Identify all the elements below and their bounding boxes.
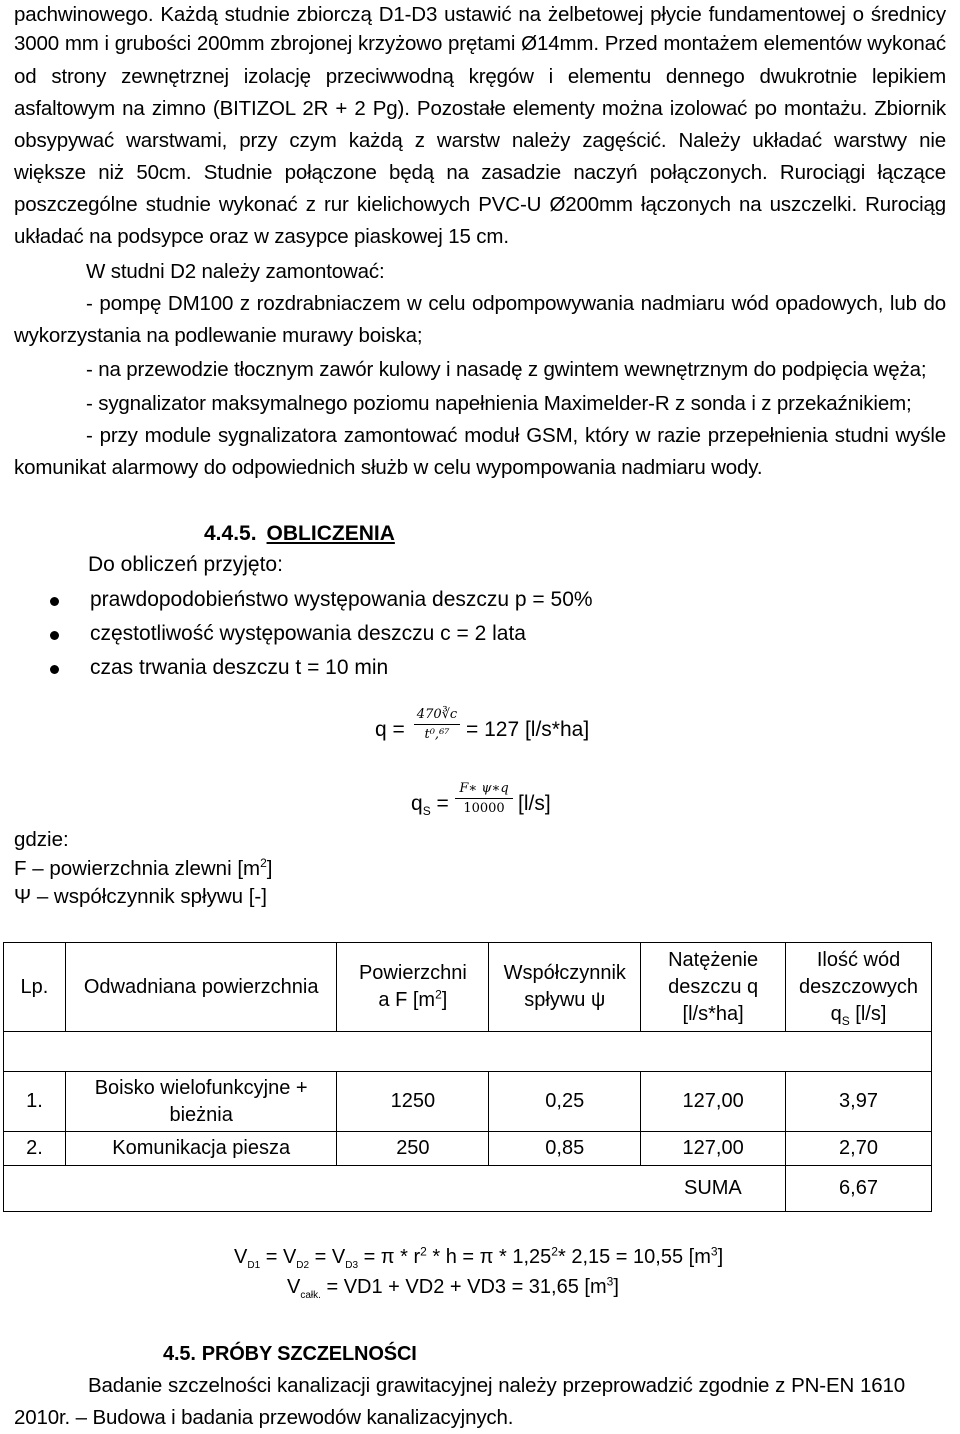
volume-total-formula: $V_{całk.} = VD1 + VD2 + VD3 = 31,65$ $[m^3]$: [287, 1274, 619, 1301]
text-line: pachwinowego. Każdą studnie zbiorczą D1-D3 ustawić na żelbetowej płycie fundamentowej o średnicy: [14, 3, 946, 26]
d2-item-pump: - pompę DM100 z rozdrabniaczem w celu odpompowywania nadmiaru wód opadowych, lub do: [86, 292, 946, 315]
text-line: obsypywać warstwami, przy czym każdą z warstw należy zagęścić. Należy układać warstwy nie: [14, 129, 946, 152]
cell-name: Boisko wielofunkcyjne + bieżnia: [65, 1072, 337, 1132]
formula-qs-rhs: [l/s]: [518, 792, 551, 815]
formula-q-rhs: = 127 [l/s*ha]: [466, 718, 590, 741]
header-lp: Lp.: [4, 943, 66, 1032]
section-heading-leak-tests: [163, 1339, 946, 1369]
legend-where: gdzie:: [14, 828, 69, 851]
section-heading-calculations: [204, 519, 395, 549]
text-line: asfaltowym na zimno (BITIZOL 2R + 2 Pg). Pozostałe elementy można izolować po montażu. Zbiornik: [14, 97, 946, 120]
cell-lp: 1.: [4, 1072, 66, 1132]
legend-psi: Ψ – współczynnik spływu [-]: [14, 885, 267, 908]
cell-lp: 2.: [4, 1132, 66, 1166]
table-empty-row: [4, 1032, 932, 1072]
d2-intro: W studni D2 należy zamontować:: [86, 260, 385, 283]
d2-item-valve: - na przewodzie tłocznym zawór kulowy i nasadę z gwintem wewnętrznym do podpięcia węża;: [86, 358, 927, 381]
table-header-row: [4, 943, 932, 1032]
text-line: większe niż 50cm. Studnie połączone będą na zasadzie naczyń połączonych. Rurociągi łączące: [14, 161, 946, 184]
section-title: OBLICZENIA: [266, 522, 395, 545]
formula-qs-denominator: 10000: [463, 801, 505, 816]
d2-item-pump-cont: wykorzystania na podlewanie murawy boiska;: [14, 324, 423, 347]
cell-intensity: 127,00: [641, 1132, 786, 1166]
text-line: poszczególne studnie wykonać z rur kielichowych PVC-U Ø200mm łączonych na uszczelki. Rurociąg: [14, 193, 946, 216]
assumption-duration: czas trwania deszczu t = 10 min: [90, 656, 389, 679]
cell-coefficient: 0,25: [489, 1072, 641, 1132]
legend-f: F – powierzchnia zlewni $[m^2]$: [14, 856, 273, 880]
cell-quantity: 3,97: [786, 1072, 932, 1132]
d2-item-gsm: - przy module sygnalizatora zamontować moduł GSM, który w razie przepełnienia studni wyśle: [86, 424, 946, 447]
empty-cell: [4, 1032, 932, 1072]
cell-name: Komunikacja piesza: [65, 1132, 337, 1166]
text-line: od strony zewnętrznej izolację przeciwwodną kręgów i elementu dennego dwukrotnie lepikiem: [14, 65, 946, 88]
text-line: układać na podsypce oraz w zasypce piaskowej 15 cm.: [14, 225, 509, 248]
d2-item-gsm-cont: komunikat alarmowy do odpowiednich służb w celu wypompowania nadmiaru wody.: [14, 456, 763, 479]
formula-q-lhs: q =: [375, 718, 405, 741]
table-sum-row: [4, 1166, 932, 1212]
cell-surface: 1250: [337, 1072, 489, 1132]
table-row: [4, 1072, 932, 1132]
header-area: Odwadniana powierzchnia: [65, 943, 337, 1032]
assumption-probability: prawdopodobieństwo występowania deszczu p = 50%: [90, 588, 593, 611]
cell-quantity: 2,70: [786, 1132, 932, 1166]
section-title: PRÓBY SZCZELNOŚCI: [201, 1343, 417, 1365]
formula-qs-lhs: $q_S$ =: [411, 792, 449, 819]
header-surface: Powierzchni a F $[m^2]$: [337, 943, 489, 1032]
formula-q-numerator: 470∛c: [416, 707, 458, 722]
sum-label: SUMA: [641, 1166, 786, 1212]
sum-value: 6,67: [786, 1166, 932, 1212]
text-line: 3000 mm i grubości 200mm zbrojonej krzyżowo prętami Ø14mm. Przed montażem elementów wykonać: [14, 32, 946, 55]
leak-test-text: Badanie szczelności kanalizacji grawitacyjnej należy przeprowadzić zgodnie z PN-EN 1610: [88, 1374, 905, 1397]
formula-q-denominator: t⁰,⁶⁷: [424, 727, 450, 742]
header-coefficient: Współczynnik spływu ψ: [489, 943, 641, 1032]
bullet-dot: [50, 597, 59, 606]
cell-coefficient: 0,85: [489, 1132, 641, 1166]
header-quantity: Ilość wód deszczowych $q_S$ [l/s]: [786, 943, 932, 1032]
sum-spacer: [4, 1166, 641, 1212]
assumption-frequency: częstotliwość występowania deszczu c = 2 lata: [90, 622, 526, 645]
formula-qs-fraction: [455, 781, 513, 816]
formula-q-fraction: [414, 707, 460, 742]
volume-formula: $V_{D1} = V_{D2} = V_{D3} = \pi * r^2 * h = \pi * 1,25^2*$ 2,15 = 10,55 $[m^3]$: [234, 1244, 724, 1271]
section-number: 4.5.: [163, 1343, 196, 1365]
leak-test-text-cont: 2010r. – Budowa i badania przewodów kanalizacyjnych.: [14, 1406, 514, 1429]
calculation-table: [3, 942, 932, 1212]
cell-surface: 250: [337, 1132, 489, 1166]
bullet-dot: [50, 665, 59, 674]
d2-item-signaler: - sygnalizator maksymalnego poziomu napełnienia Maximelder-R z sonda i z przekaźnikiem;: [86, 392, 912, 415]
section-number: 4.4.5.: [204, 522, 257, 545]
table-row: [4, 1132, 932, 1166]
cell-intensity: 127,00: [641, 1072, 786, 1132]
assumptions-intro: Do obliczeń przyjęto:: [88, 553, 283, 576]
formula-qs-numerator: F∗ ψ∗q: [459, 781, 509, 796]
header-intensity: Natężenie deszczu q [l/s*ha]: [641, 943, 786, 1032]
bullet-dot: [50, 631, 59, 640]
